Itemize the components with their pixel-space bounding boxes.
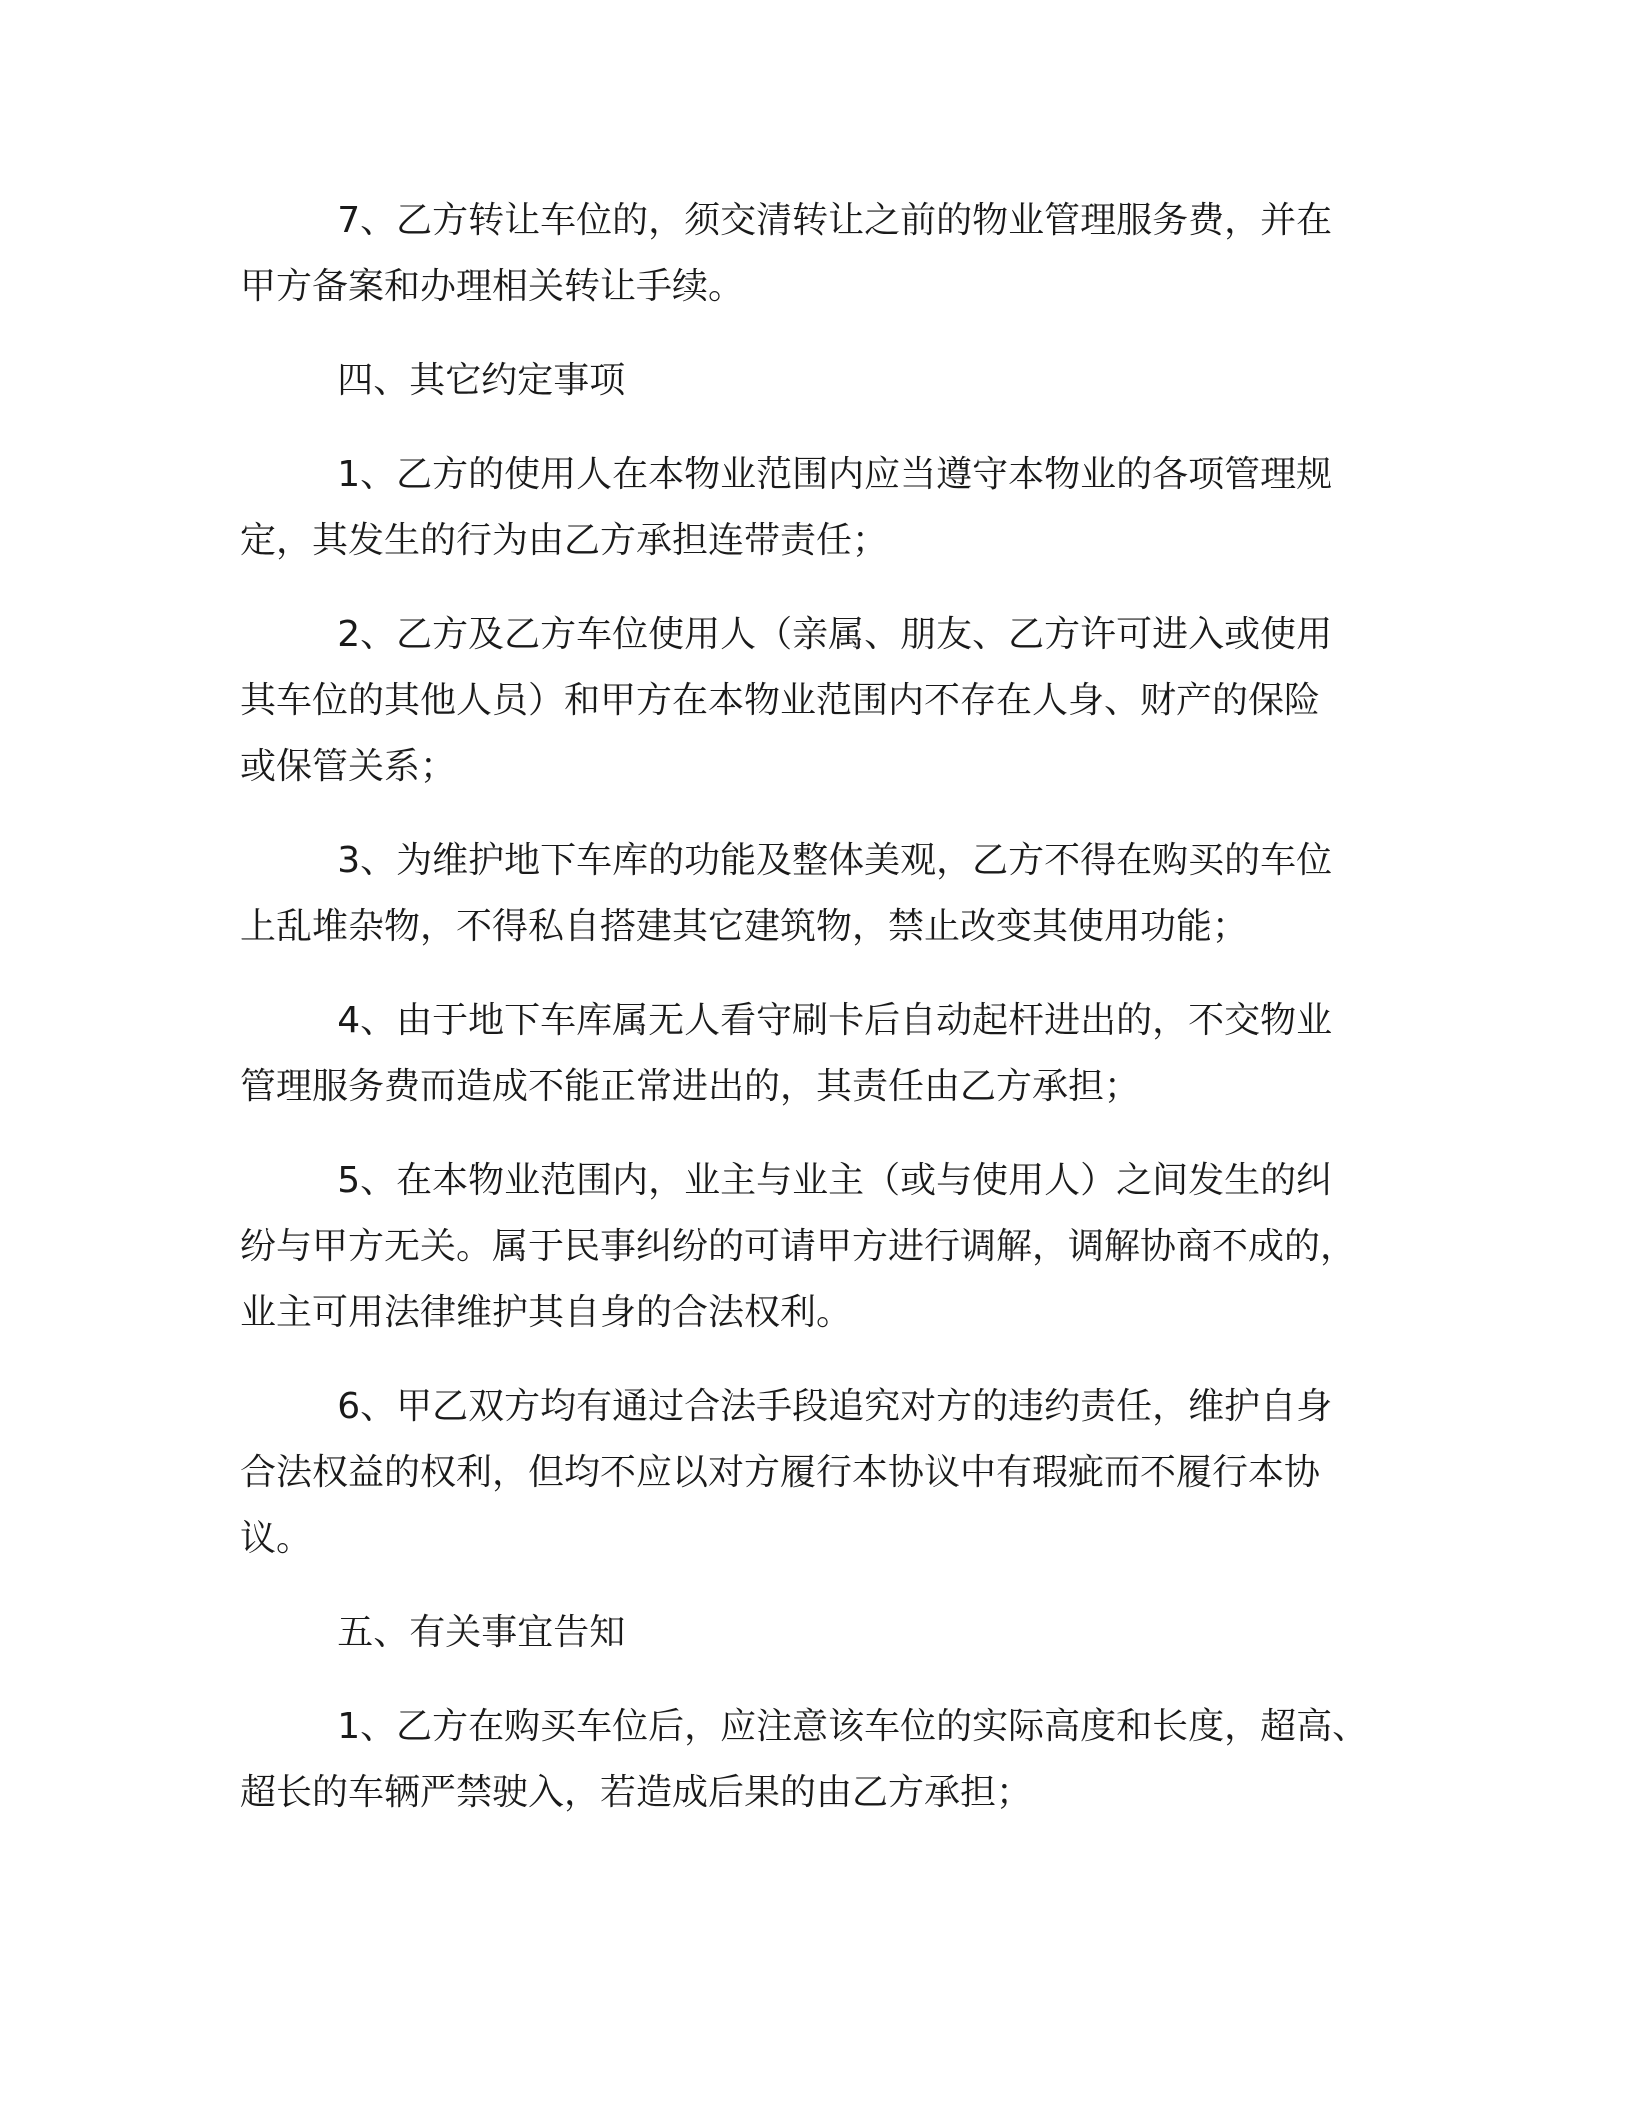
clause-4-4: 4、由于地下车库属无人看守刷卡后自动起杆进出的，不交物业 管理服务费而造成不能正常进出的，其责任由乙方承担； (240, 1000, 1333, 1107)
section-heading-5: 五、有关事宜告知 (337, 1612, 626, 1653)
clause-4-5: 5、在本物业范围内，业主与业主（或与使用人）之间发生的纠 纷与甲方无关。属于民事纠纷的可请甲方进行调解，调解协商不成的， 业主可用法律维护其自身的合法权利。 (240, 1160, 1357, 1333)
clause-4-3: 3、为维护地下车库的功能及整体美观，乙方不得在购买的车位 上乱堆杂物，不得私自搭建其它建筑物，禁止改变其使用功能； (240, 840, 1333, 947)
clause-4-6: 6、甲乙双方均有通过合法手段追究对方的违约责任，维护自身 合法权益的权利，但均不应以对方履行本协议中有瑕疵而不履行本协 议。 (240, 1386, 1333, 1559)
clause-4-1: 1、乙方的使用人在本物业范围内应当遵守本物业的各项管理规 定，其发生的行为由乙方承担连带责任； (240, 454, 1333, 561)
clause-4-2: 2、乙方及乙方车位使用人（亲属、朋友、乙方许可进入或使用 其车位的其他人员）和甲方在本物业范围内不存在人身、财产的保险 或保管关系； (240, 614, 1333, 787)
section-heading-4: 四、其它约定事项 (337, 360, 626, 401)
clause-5-1: 1、乙方在购买车位后，应注意该车位的实际高度和长度，超高、 超长的车辆严禁驶入，若造成后果的由乙方承担； (240, 1706, 1369, 1813)
document-body (240, 188, 1390, 1854)
clause-3-7: 7、乙方转让车位的，须交清转让之前的物业管理服务费，并在 甲方备案和办理相关转让手续。 (240, 200, 1333, 307)
